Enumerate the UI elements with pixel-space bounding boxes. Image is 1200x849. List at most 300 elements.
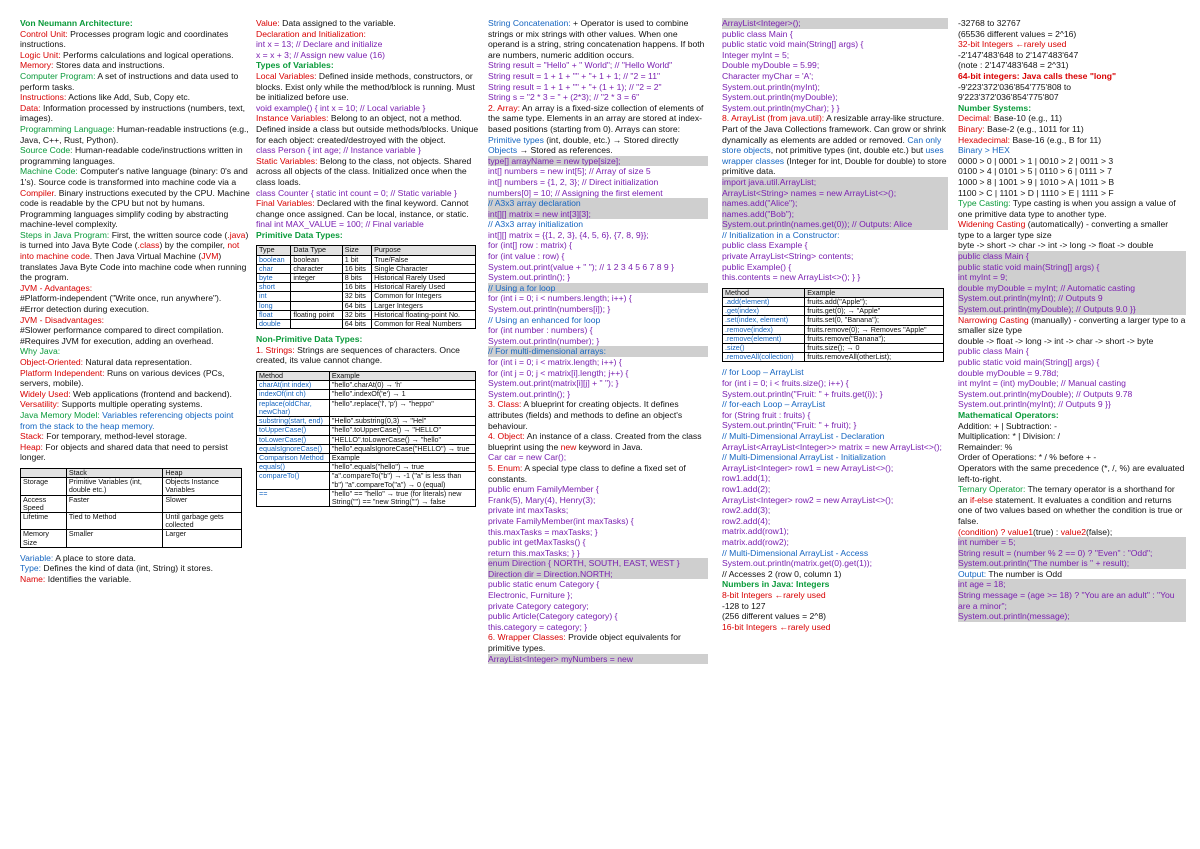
col5-text	[958, 18, 1186, 622]
text-run: (int, double, etc.) → Stored directly	[546, 134, 679, 145]
text-run: Widening Casting	[958, 219, 1028, 230]
text-run: Hexadecimal:	[958, 134, 1013, 145]
text-run: Machine Code:	[20, 166, 81, 177]
text-line: System.out.println(numbers[i]); }	[488, 304, 611, 315]
text-line	[958, 527, 1186, 538]
table-header-cell: Method	[257, 372, 330, 381]
table-cell: Tied to Method	[66, 512, 162, 529]
text-run: → Stored as references.	[519, 145, 613, 156]
text-run: 8. ArrayList (from java.util):	[722, 113, 827, 124]
text-line: for (int i = 0; i < matrix.length; i++) {	[488, 357, 622, 367]
stack-heap-table	[20, 468, 242, 548]
text-line: private FamilyMember(int maxTasks) {	[488, 515, 634, 526]
text-line: final int MAX_VALUE = 100; // Final variable	[256, 219, 424, 230]
text-run: Static Variables:	[256, 155, 320, 166]
text-run: (Integer for int, Double for double) to store primitive data.	[722, 155, 947, 177]
text-line: public static void main(String[] args) {	[722, 39, 864, 50]
table-cell: .remove(index)	[723, 325, 805, 334]
text-line: numbers[0] = 10; // Assigning the first element	[488, 187, 663, 198]
text-run: Output:	[958, 568, 989, 579]
text-run: The number is Odd	[988, 568, 1062, 579]
table-cell: Smaller	[66, 530, 162, 547]
table-cell: boolean	[257, 255, 291, 264]
table-cell: char	[257, 264, 291, 273]
text-run: Primitive types	[488, 134, 547, 145]
text-line	[958, 219, 1186, 240]
text-run: Supports multiple operating systems.	[61, 399, 203, 410]
text-line: Von Neumann Architecture:	[20, 18, 133, 28]
text-run: Heap:	[20, 441, 46, 452]
text-line: row1.add(1);	[722, 473, 771, 484]
col1-after-text	[20, 553, 250, 585]
table-header-cell: Size	[342, 246, 371, 255]
column-3	[488, 18, 708, 664]
text-line: Mathematical Operators:	[958, 409, 1059, 420]
text-line: int[] numbers = {1, 2, 3}; // Direct initialization	[488, 176, 659, 187]
text-line: this.category = category; }	[488, 621, 588, 632]
col4-after-text	[722, 367, 948, 632]
text-line: int[][] matrix = {{1, 2, 3}, {4, 5, 6}, {7, 8, 9}};	[488, 229, 649, 240]
text-run: keyword in Java.	[576, 441, 643, 452]
text-line	[20, 389, 250, 400]
text-line: // Multi-Dimensional ArrayList - Initialization	[722, 452, 886, 463]
text-run: (false);	[1086, 526, 1113, 537]
text-line: System.out.println(matrix.get(0).get(1));	[722, 558, 872, 569]
table-cell	[291, 320, 342, 329]
col1-text	[20, 18, 250, 463]
text-line: System.out.println(myInt);	[722, 81, 820, 92]
table-row	[723, 325, 944, 334]
text-run: Computer Program:	[20, 70, 98, 81]
text-line	[20, 92, 250, 103]
text-run: Steps in Java Program:	[20, 229, 112, 240]
text-line: (65536 different values = 2^16)	[958, 28, 1077, 39]
text-line: #Platform-independent ("Write once, run anywhere").	[20, 293, 222, 304]
text-run: An array is a fixed-size collection of elements of the same type. Elements in an array are stored at index-based positions (starting from 0). Arrays can store:	[488, 102, 704, 134]
text-line: Binary > HEX	[958, 145, 1010, 156]
text-line	[20, 71, 250, 92]
arraylist-methods-table	[722, 288, 944, 363]
text-line: System.out.print(matrix[i][j] + " "); }	[488, 378, 619, 389]
text-run: Object-Oriented:	[20, 357, 86, 367]
text-run: Platform Independent:	[20, 367, 107, 378]
text-line	[958, 484, 1186, 526]
text-line: System.out.println(myDouble); // Outputs 9.78	[958, 388, 1133, 399]
text-line: ArrayList<Integer>();	[722, 18, 948, 29]
table-row	[257, 472, 476, 489]
text-run: Value:	[256, 18, 283, 28]
text-line: (256 different values = 2^8)	[722, 611, 826, 622]
text-line: String result = (number % 2 == 0) ? "Even" : "Odd"; System.out.println("The number is " + result);	[958, 548, 1186, 569]
table-cell: "hello".equalsIgnoreCase("HELLO") → true	[329, 444, 475, 453]
text-line: Numbers in Java: Integers	[722, 579, 830, 590]
column-5	[958, 18, 1186, 622]
table-cell: .size()	[723, 344, 805, 353]
text-line: for (int j = 0; j < matrix[i].length; j++) {	[488, 367, 629, 378]
text-line	[958, 135, 1186, 146]
text-line: String message = (age >= 18) ? "You are an adult" : "You are a minor";	[958, 590, 1186, 611]
table-cell: 8 bits	[342, 274, 371, 283]
text-line: Remainder: %	[958, 441, 1013, 452]
text-line	[20, 29, 250, 50]
table-cell: Historical floating-point No.	[372, 310, 476, 319]
text-run: Actions like Add, Sub, Copy etc.	[68, 92, 191, 103]
text-run: Base-2 (e.g., 1011 for 11)	[987, 123, 1084, 134]
text-run: 5. Enum:	[488, 462, 525, 473]
text-run: 3. Class:	[488, 399, 524, 410]
text-line: for (int[] row : matrix) {	[488, 240, 573, 251]
text-line: private Category category;	[488, 600, 589, 611]
table-row	[21, 495, 242, 512]
text-line: -9'223'372'036'854'775'808 to	[958, 81, 1072, 92]
text-line: Addition: + | Subtraction: -	[958, 420, 1057, 431]
table-cell: "hello".charAt(0) → 'h'	[329, 381, 475, 390]
table-cell: Larger	[163, 530, 242, 547]
table-cell: toLowerCase()	[257, 435, 330, 444]
text-line: private int maxTasks;	[488, 505, 569, 516]
text-line	[488, 632, 708, 653]
text-line: // Using an enhanced for loop	[488, 314, 601, 325]
table-cell: .remove(element)	[723, 334, 805, 343]
table-cell: True/False	[372, 255, 476, 264]
text-run: .java	[227, 229, 246, 240]
table-cell: Example	[329, 453, 475, 462]
text-line: public class Main {	[958, 346, 1029, 357]
text-line: public class Main {	[958, 251, 1186, 262]
text-line: for (int value : row) {	[488, 251, 565, 262]
table-cell: Primitive Variables (int, double etc.)	[66, 478, 162, 495]
text-line: public int getMaxTasks() {	[488, 537, 586, 548]
text-run: (condition) ? value1	[958, 526, 1034, 537]
text-line	[488, 103, 708, 135]
text-line: public Article(Category category) {	[488, 611, 618, 622]
text-line	[20, 357, 250, 368]
text-line: int myInt = 9;	[958, 272, 1186, 283]
table-header-cell: Method	[723, 288, 805, 297]
column-1	[20, 18, 250, 585]
table-cell: double	[257, 320, 291, 329]
table-cell: ==	[257, 489, 330, 506]
text-line: return this.maxTasks; } }	[488, 547, 580, 558]
text-run: Source Code:	[20, 145, 75, 156]
table-cell: .set(index, element)	[723, 316, 805, 325]
text-run: Variables referencing objects point from the stack to the heap memory.	[20, 409, 234, 431]
table-cell: 1 bit	[342, 255, 371, 264]
table-cell: Objects Instance Variables	[163, 478, 242, 495]
text-line: System.out.println("Fruit: " + fruit); }	[722, 420, 857, 431]
primitive-types-table	[256, 245, 476, 329]
text-run: ←rarely used	[1015, 39, 1067, 50]
column-4	[722, 18, 948, 632]
table-cell: Slower	[163, 495, 242, 512]
text-line: matrix.add(row1);	[722, 526, 789, 537]
text-line: String s = "2 * 3 = " + (2*3); // "2 * 3 = 6"	[488, 92, 640, 103]
text-line: 1000 > 8 | 1001 > 9 | 1010 > A | 1011 > B	[958, 176, 1115, 187]
text-run: Web applications (frontend and backend).	[73, 388, 232, 399]
text-line: System.out.println(myChar); } }	[722, 102, 840, 113]
text-line: String result = 1 + 1 + "" + "+ 1 + 1; // "2 = 11"	[488, 70, 661, 81]
text-line: Integer myInt = 5;	[722, 49, 790, 60]
text-line: type[] arrayName = new type[size];	[488, 156, 708, 167]
text-line: Non-Primitive Data Types:	[256, 334, 363, 345]
table-cell: 16 bits	[342, 264, 371, 273]
text-line: Multiplication: * | Division: /	[958, 431, 1061, 442]
text-line: 0100 > 4 | 0101 > 5 | 0110 > 6 | 0111 > 7	[958, 166, 1112, 177]
col2-mid-text	[256, 334, 482, 366]
table-cell: Lifetime	[21, 512, 67, 529]
table-row	[257, 301, 476, 310]
text-line: void example() { int x = 10; // Local variable }	[256, 102, 426, 113]
text-line: System.out.println(number); }	[488, 335, 600, 346]
text-run: Human-readable code/instructions written in programming languages.	[20, 145, 243, 166]
col3-text	[488, 18, 708, 664]
text-line	[488, 399, 708, 431]
text-line: -128 to 127	[722, 600, 766, 611]
text-run: Ternary Operator:	[958, 484, 1028, 495]
table-cell: toUpperCase()	[257, 426, 330, 435]
table-header-cell: Type	[257, 246, 291, 255]
table-row	[257, 390, 476, 399]
table-cell: replace(oldChar, newChar)	[257, 399, 330, 416]
text-run: new	[560, 441, 577, 452]
text-line: public static void main(String[] args) {	[958, 357, 1100, 367]
text-run: Type casting is when you assign a value of one primitive data type to another type.	[958, 198, 1176, 219]
text-line	[488, 145, 708, 156]
text-line: double myDouble = 9.78d;	[958, 367, 1059, 378]
text-line	[20, 166, 250, 230]
table-cell: Comparison Method	[257, 453, 330, 462]
table-cell: fruits.removeAll(otherList);	[805, 353, 944, 362]
text-line	[722, 590, 948, 601]
text-run: ) translates Java Byte Code into machine code when running the program.	[20, 251, 247, 283]
text-line: int number = 5;	[958, 537, 1186, 548]
text-run: JVM	[201, 251, 219, 262]
text-line: Operators with the same precedence (*, /, %) are evaluated left-to-right.	[958, 462, 1185, 484]
table-cell: fruits.remove("Banana");	[805, 334, 944, 343]
text-run: ) by the compiler,	[159, 240, 228, 251]
table-header-cell: Heap	[163, 468, 242, 477]
table-cell: character	[291, 264, 342, 273]
text-run: First, the written source code (	[111, 229, 228, 240]
text-line: // Multi-Dimensional ArrayList - Access	[722, 547, 869, 558]
text-run: value2	[1060, 526, 1087, 537]
table-cell: 64 bits	[342, 301, 371, 310]
table-cell: "hello".toUpperCase() → "HELLO"	[329, 426, 475, 435]
table-cell: boolean	[291, 255, 342, 264]
text-line: 9'223'372'036'854'775'807	[958, 92, 1059, 103]
table-cell: integer	[291, 274, 342, 283]
text-run: Binary:	[958, 123, 988, 134]
text-line: row2.add(3);	[722, 505, 771, 516]
table-cell: Common for Real Numbers	[372, 320, 476, 329]
table-cell: Access Speed	[21, 495, 67, 512]
text-line	[20, 50, 250, 61]
text-line	[958, 198, 1186, 219]
text-line: int[] numbers = new int[5]; // Array of size 5	[488, 166, 651, 177]
text-line: System.out.print(value + " "); // 1 2 3 4 5 6 7 8 9 }	[488, 261, 674, 272]
table-row	[257, 292, 476, 301]
text-run: Decimal:	[958, 113, 994, 124]
text-run: Defined inside methods, constructors, or blocks. Exist only while the method/block is running. Must be initialized before use.	[256, 70, 475, 103]
text-line: class Counter { static int count = 0; // Static variable }	[256, 187, 457, 198]
text-run: Data assigned to the variable.	[282, 18, 396, 28]
table-row	[257, 399, 476, 416]
text-line: String result = 1 + 1 + "" + "+ (1 + 1); // "2 = 2"	[488, 81, 662, 92]
text-run: 32-bit Integers	[958, 39, 1016, 50]
text-run: Instructions:	[20, 92, 69, 103]
text-line: System.out.println(myInt); // Outputs 9	[958, 293, 1186, 304]
text-run: .class	[137, 240, 160, 251]
text-run: A special type class to define a fixed set of constants.	[488, 462, 686, 484]
col2-text	[256, 18, 482, 240]
text-run: A set of instructions and data used to perform tasks.	[20, 70, 239, 92]
table-cell: equalsIgnoreCase()	[257, 444, 330, 453]
text-line: Why Java:	[20, 346, 61, 357]
text-line: Direction dir = Direction.NORTH;	[488, 569, 708, 580]
table-cell	[291, 301, 342, 310]
text-run: Compiler	[20, 187, 54, 198]
text-run: (manually) - converting a larger type to a smaller size type	[958, 314, 1186, 336]
text-run: Stores data and instructions.	[55, 60, 165, 71]
text-run: Data:	[20, 102, 43, 113]
text-run: if-else	[969, 494, 993, 505]
text-line: int x = 13; // Declare and initialize	[256, 39, 383, 50]
table-cell: fruits.add("Apple");	[805, 298, 944, 307]
text-run: Computer's native language (binary: 0's and 1's). Source code is transformed into machine code via a	[20, 166, 248, 187]
table-row	[21, 530, 242, 547]
text-run: ←rarely used	[779, 621, 831, 632]
text-line	[958, 124, 1186, 135]
text-line: Double myDouble = 5.99;	[722, 60, 820, 71]
text-line	[958, 315, 1186, 336]
text-line	[256, 156, 482, 188]
table-header-row	[257, 246, 476, 255]
table-cell: short	[257, 283, 291, 292]
table-cell: Memory Size	[21, 530, 67, 547]
text-line: double -> float -> long -> int -> char -> short -> byte	[958, 335, 1154, 346]
text-line: Number Systems:	[958, 102, 1032, 113]
text-line: byte -> short -> char -> int -> long -> float -> double	[958, 240, 1154, 251]
text-run: Narrowing Casting	[958, 314, 1032, 325]
text-run: Defines the kind of data (int, String) it stores.	[43, 563, 213, 574]
text-line	[20, 431, 250, 442]
text-line: public Example() {	[722, 261, 792, 272]
table-cell: compareTo()	[257, 472, 330, 489]
text-line: ArrayList<ArrayList<Integer>> matrix = new ArrayList<>();	[722, 441, 942, 452]
table-header-cell: Purpose	[372, 246, 476, 255]
text-line: System.out.println(); }	[488, 272, 571, 283]
text-run: Instance Variables:	[256, 113, 331, 124]
table-cell: "hello".equals("hello") → true	[329, 463, 475, 472]
text-line: row1.add(2);	[722, 484, 771, 494]
text-line	[20, 553, 250, 564]
table-cell: "hello" == "hello" → true (for literals) new String("") == "new String("") → false	[329, 489, 475, 506]
table-cell: Until garbage gets collected	[163, 512, 242, 529]
text-line: 0000 > 0 | 0001 > 1 | 0010 > 2 | 0011 > 3	[958, 155, 1114, 166]
text-line: names.add("Alice");	[722, 198, 948, 209]
text-run: not into machine code	[20, 240, 240, 262]
text-line: Primitive Data Types:	[256, 229, 343, 240]
table-row	[257, 489, 476, 506]
text-line: #Error detection during execution.	[20, 304, 149, 315]
text-run: Name:	[20, 573, 48, 584]
table-cell: Faster	[66, 495, 162, 512]
table-cell: byte	[257, 274, 291, 283]
string-methods-table	[256, 371, 476, 507]
text-run: 8-bit Integers	[722, 589, 775, 600]
table-cell: .add(element)	[723, 298, 805, 307]
text-run: Local Variables:	[256, 70, 319, 81]
text-line	[20, 60, 250, 71]
text-run: Programming Language:	[20, 123, 117, 134]
text-run: Versatility:	[20, 399, 62, 410]
text-run: Belong to an object, not a method. Defined inside a class but outside methods/blocks. Unique for each object: created/destroyed with the object.	[256, 113, 479, 145]
text-run: 4. Object:	[488, 431, 527, 442]
table-cell: Historical Rarely Used	[372, 274, 476, 283]
text-line: ArrayList<Integer> row2 = new ArrayList<>();	[722, 494, 894, 505]
text-line: Electronic, Furniture };	[488, 590, 573, 601]
text-line: x = x + 3; // Assign new value (16)	[256, 49, 385, 60]
text-line: Types of Variables:	[256, 60, 334, 71]
text-line: double myDouble = myInt; // Automatic casting	[958, 283, 1186, 294]
text-line: System.out.println(myInt); // Outputs 9 }}	[958, 399, 1111, 410]
table-cell: Common for Integers	[372, 292, 476, 301]
table-cell	[291, 292, 342, 301]
table-cell: long	[257, 301, 291, 310]
table-cell: 32 bits	[342, 292, 371, 301]
table-row	[257, 435, 476, 444]
text-line: Declaration and Initialization:	[256, 28, 366, 39]
text-line	[20, 103, 250, 124]
text-line: public static void main(String[] args) {	[958, 262, 1186, 273]
text-line: System.out.println(names.get(0)); // Outputs: Alice	[722, 219, 948, 230]
text-line: System.out.println(myDouble); // Outputs 9.0 }}	[958, 304, 1186, 315]
text-run: Belong to the class, not objects. Shared across all objects of the class. Initialized once when the class loads.	[256, 155, 472, 187]
text-line: String result = "Hello" + " World"; // "Hello World"	[488, 60, 673, 71]
text-line: // Accesses 2 (row 0, column 1)	[722, 568, 842, 579]
text-line: System.out.println(myDouble);	[722, 92, 838, 103]
text-run: Declared with the final keyword. Cannot change once assigned. Can be local, instance, or static.	[256, 198, 469, 219]
text-run: Runs on various devices (PCs, servers, mobile).	[20, 367, 225, 389]
table-cell: fruits.set(0, "Banana");	[805, 316, 944, 325]
text-line: // A3x3 array declaration	[488, 198, 708, 209]
table-cell: Single Character	[372, 264, 476, 273]
text-run: Logic Unit:	[20, 49, 63, 60]
table-row	[257, 283, 476, 292]
text-line	[20, 399, 250, 410]
text-line: #Slower performance compared to direct compilation.	[20, 325, 224, 336]
text-line	[20, 368, 250, 389]
table-cell: 32 bits	[342, 310, 371, 319]
text-run: A resizable array-like structure. Part of the Java Collections framework. Can grow or shrink dynamically as elements are added or removed.	[722, 113, 947, 145]
text-run: 16-bit Integers	[722, 621, 780, 632]
text-line: class Person { int age; // Instance variable }	[256, 145, 421, 156]
text-line: public class Main {	[722, 28, 793, 39]
text-line: public enum FamilyMember {	[488, 484, 599, 495]
text-run: Human-readable instructions (e.g., Java, C++, Rust, Python).	[20, 123, 249, 145]
table-row	[257, 426, 476, 435]
text-line	[256, 198, 482, 219]
text-run: Type:	[20, 563, 44, 574]
table-cell: fruits.get(0); → "Apple"	[805, 307, 944, 316]
text-line: 64-bit integers: Java calls these "long"	[958, 70, 1117, 81]
text-run: Final Variables:	[256, 198, 317, 209]
text-line	[488, 135, 708, 146]
text-run: Control Unit:	[20, 28, 71, 39]
text-line	[488, 463, 708, 484]
table-cell	[291, 283, 342, 292]
table-cell: .get(index)	[723, 307, 805, 316]
